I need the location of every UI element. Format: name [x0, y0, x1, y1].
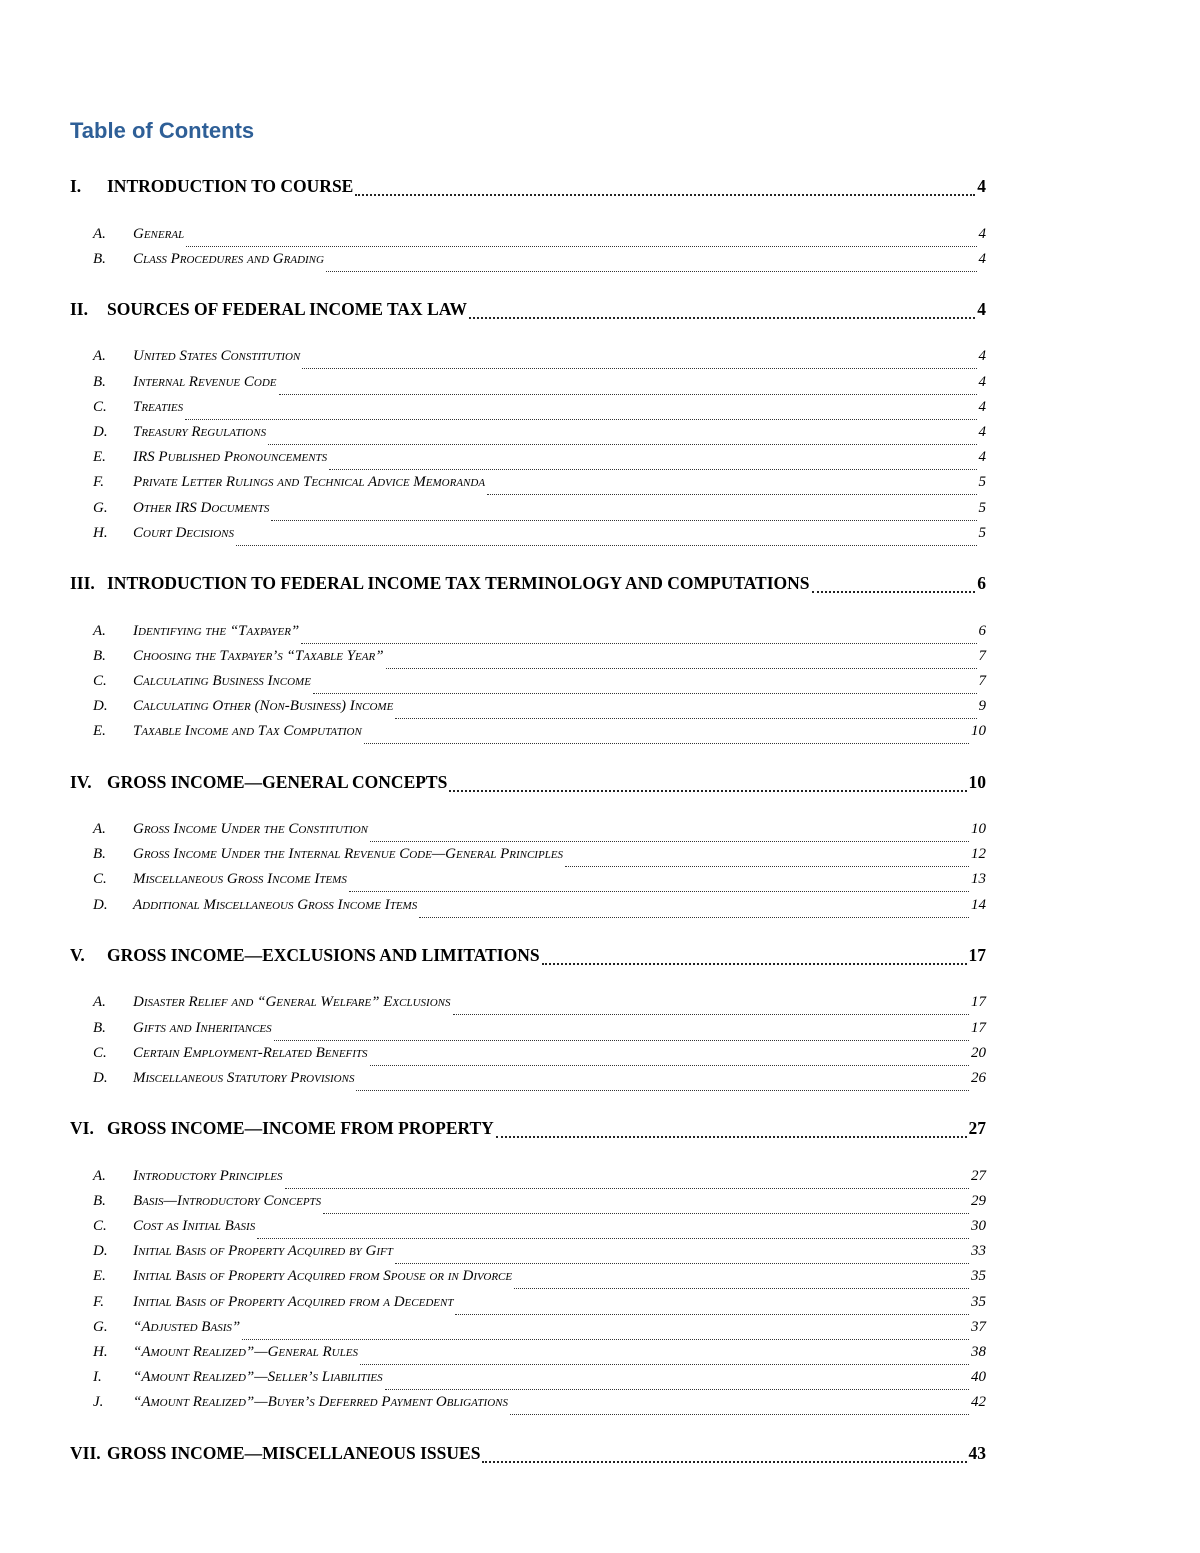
entry-page-number: 13 — [971, 871, 986, 888]
entry-number: D. — [93, 1069, 108, 1086]
toc-subentry[interactable] — [70, 698, 986, 724]
entry-number: E. — [93, 723, 106, 740]
toc-subentry[interactable] — [70, 1319, 986, 1345]
dot-leader — [323, 1213, 969, 1214]
entry-number: E. — [93, 449, 106, 466]
entry-number: C. — [93, 672, 107, 689]
entry-number: IV. — [70, 771, 92, 792]
dot-leader — [329, 469, 976, 470]
toc-subentry[interactable] — [70, 525, 986, 551]
entry-page-number: 9 — [978, 698, 986, 715]
entry-number: G. — [93, 499, 108, 516]
dot-leader — [271, 520, 976, 521]
entry-page-number: 30 — [971, 1218, 986, 1234]
toc-section-entry[interactable] — [70, 176, 986, 202]
dot-leader — [510, 1414, 969, 1415]
toc-subentry[interactable] — [70, 897, 986, 923]
toc-subentry[interactable] — [70, 648, 986, 674]
entry-number: A. — [93, 821, 106, 837]
entry-page-number: 4 — [978, 449, 986, 466]
entry-page-number: 4 — [978, 225, 986, 242]
entry-page-number: 5 — [978, 474, 986, 491]
entry-page-number: 17 — [968, 944, 986, 965]
entry-page-number: 14 — [971, 896, 986, 913]
dot-leader — [236, 545, 977, 546]
entry-label: Initial Basis of Property Acquired from Spouse or in Divorce — [133, 1268, 513, 1285]
entry-page-number: 35 — [971, 1293, 986, 1310]
dot-leader — [364, 743, 969, 744]
entry-number: B. — [93, 250, 106, 267]
toc-subentry[interactable] — [70, 374, 986, 400]
entry-label: Cost as Initial Basis — [133, 1218, 256, 1234]
entry-label: “Amount Realized”—Buyer’s Deferred Payment Obligations — [133, 1394, 508, 1411]
entry-page-number: 7 — [978, 647, 986, 664]
dot-leader — [449, 790, 966, 792]
entry-page-number: 26 — [971, 1069, 986, 1086]
toc-subentry[interactable] — [70, 1045, 986, 1071]
dot-leader — [285, 1188, 969, 1189]
entry-label: Internal Revenue Code — [133, 373, 277, 390]
dot-leader — [370, 1065, 969, 1066]
entry-number: H. — [93, 524, 108, 541]
toc-subentry[interactable] — [70, 424, 986, 450]
dot-leader — [542, 963, 967, 965]
dot-leader — [185, 419, 976, 420]
entry-page-number: 10 — [968, 771, 986, 792]
entry-label: INTRODUCTION TO COURSE — [107, 176, 354, 196]
entry-number: C. — [93, 871, 107, 888]
entry-label: Other IRS Documents — [133, 499, 270, 516]
entry-page-number: 27 — [971, 1167, 986, 1184]
entry-number: F. — [93, 1293, 104, 1310]
toc-subentry[interactable] — [70, 871, 986, 897]
entry-number: V. — [70, 944, 85, 965]
entry-label: Treasury Regulations — [133, 424, 267, 440]
dot-leader — [565, 866, 969, 867]
entry-page-number: 17 — [971, 994, 986, 1011]
entry-number: J. — [93, 1394, 104, 1411]
toc-subentry[interactable] — [70, 673, 986, 699]
dot-leader — [356, 1090, 969, 1091]
dot-leader — [326, 271, 977, 272]
entry-number: H. — [93, 1344, 108, 1360]
toc-subentry[interactable] — [70, 1020, 986, 1046]
dot-leader — [186, 246, 976, 247]
dot-leader — [812, 591, 976, 593]
entry-number: B. — [93, 373, 106, 390]
dot-leader — [360, 1364, 969, 1365]
entry-number: A. — [93, 348, 106, 365]
dot-leader — [455, 1314, 969, 1315]
entry-label: GROSS INCOME—MISCELLANEOUS ISSUES — [107, 1442, 481, 1463]
entry-page-number: 42 — [971, 1394, 986, 1411]
entry-label: GROSS INCOME—EXCLUSIONS AND LIMITATIONS — [107, 944, 540, 965]
entry-label: Private Letter Rulings and Technical Advice Memoranda — [133, 474, 486, 491]
dot-leader — [370, 841, 969, 842]
toc-subentry[interactable] — [70, 1344, 986, 1370]
toc-subentry[interactable] — [70, 623, 986, 649]
entry-number: II. — [70, 298, 88, 319]
entry-page-number: 20 — [971, 1044, 986, 1061]
dot-leader — [313, 693, 977, 694]
entry-number: A. — [93, 994, 106, 1011]
dot-leader — [514, 1288, 969, 1289]
entry-label: Basis—Introductory Concepts — [133, 1192, 322, 1209]
entry-label: Court Decisions — [133, 524, 234, 541]
entry-label: “Amount Realized”—Seller’s Liabilities — [133, 1369, 383, 1386]
toc-subentry[interactable] — [70, 474, 986, 500]
entry-page-number: 10 — [971, 821, 986, 837]
entry-number: C. — [93, 1044, 107, 1061]
entry-number: A. — [93, 1167, 106, 1184]
toc-subentry[interactable] — [70, 1243, 986, 1269]
entry-label: Class Procedures and Grading — [133, 250, 324, 267]
entry-number: D. — [93, 896, 108, 913]
entry-page-number: 35 — [971, 1268, 986, 1285]
dot-leader — [268, 444, 976, 445]
toc-subentry[interactable] — [70, 1268, 986, 1294]
entry-label: Taxable Income and Tax Computation — [133, 723, 362, 740]
entry-number: D. — [93, 424, 108, 440]
toc-section-entry[interactable] — [70, 1443, 986, 1469]
entry-page-number: 12 — [971, 846, 986, 863]
page-title: Table of Contents — [70, 118, 255, 143]
entry-number: VI. — [70, 1118, 94, 1139]
toc-subentry[interactable] — [70, 723, 986, 749]
entry-number: A. — [93, 622, 106, 639]
entry-page-number: 4 — [978, 398, 986, 415]
entry-number: F. — [93, 474, 104, 491]
toc-subentry[interactable] — [70, 399, 986, 425]
dot-leader — [301, 643, 976, 644]
dot-leader — [496, 1136, 967, 1138]
entry-page-number: 7 — [978, 672, 986, 689]
entry-label: Initial Basis of Property Acquired by Gift — [133, 1243, 393, 1260]
entry-page-number: 4 — [978, 424, 986, 440]
dot-leader — [349, 891, 969, 892]
toc-subentry[interactable] — [70, 251, 986, 277]
entry-label: “Amount Realized”—General Rules — [133, 1344, 358, 1360]
dot-leader — [482, 1461, 966, 1463]
entry-number: B. — [93, 647, 106, 664]
toc-section-entry[interactable] — [70, 772, 986, 798]
entry-number: B. — [93, 1192, 106, 1209]
entry-label: GROSS INCOME—INCOME FROM PROPERTY — [107, 1118, 494, 1139]
entry-page-number: 4 — [978, 373, 986, 390]
entry-label: Gross Income Under the Internal Revenue Code—General Principles — [133, 846, 564, 863]
entry-label: United States Constitution — [133, 348, 301, 365]
dot-leader — [453, 1014, 970, 1015]
toc-section-entry[interactable] — [70, 299, 986, 325]
entry-label: Identifying the “Taxpayer” — [133, 622, 300, 639]
entry-label: Introductory Principles — [133, 1167, 283, 1184]
entry-label: Gross Income Under the Constitution — [133, 821, 369, 837]
entry-number: B. — [93, 1019, 106, 1036]
toc-section-entry[interactable] — [70, 1118, 986, 1144]
entry-label: Calculating Other (Non-Business) Income — [133, 698, 394, 715]
entry-number: I. — [93, 1369, 102, 1386]
toc-subentry[interactable] — [70, 994, 986, 1020]
entry-number: A. — [93, 225, 106, 242]
toc-subentry[interactable] — [70, 1369, 986, 1395]
entry-number: D. — [93, 1243, 108, 1260]
entry-page-number: 37 — [971, 1318, 986, 1335]
entry-number: G. — [93, 1318, 108, 1335]
entry-page-number: 33 — [971, 1243, 986, 1260]
toc-subentry[interactable] — [70, 1193, 986, 1219]
entry-label: Miscellaneous Gross Income Items — [133, 871, 347, 888]
entry-label: Miscellaneous Statutory Provisions — [133, 1069, 355, 1086]
entry-label: INTRODUCTION TO FEDERAL INCOME TAX TERMINOLOGY AND COMPUTATIONS — [107, 573, 810, 593]
entry-page-number: 10 — [971, 723, 986, 740]
dot-leader — [395, 718, 976, 719]
entry-number: C. — [93, 1218, 107, 1234]
entry-page-number: 40 — [971, 1369, 986, 1386]
entry-page-number: 4 — [978, 250, 986, 267]
entry-page-number: 43 — [968, 1442, 986, 1463]
entry-number: I. — [70, 176, 82, 196]
dot-leader — [386, 668, 977, 669]
entry-label: “Adjusted Basis” — [133, 1318, 241, 1335]
dot-leader — [487, 494, 976, 495]
entry-label: Initial Basis of Property Acquired from a Decedent — [133, 1293, 454, 1310]
entry-number: E. — [93, 1268, 106, 1285]
toc-section-entry[interactable] — [70, 573, 986, 599]
entry-label: Choosing the Taxpayer’s “Taxable Year” — [133, 647, 384, 664]
entry-label: IRS Published Pronouncements — [133, 449, 328, 466]
entry-label: General — [133, 225, 185, 242]
entry-number: C. — [93, 398, 107, 415]
entry-page-number: 17 — [971, 1019, 986, 1036]
dot-leader — [302, 368, 976, 369]
dot-leader — [355, 194, 975, 196]
dot-leader — [385, 1389, 969, 1390]
toc-subentry[interactable] — [70, 449, 986, 475]
toc-subentry[interactable] — [70, 1218, 986, 1244]
entry-label: GROSS INCOME—GENERAL CONCEPTS — [107, 771, 448, 792]
toc-subentry[interactable] — [70, 500, 986, 526]
dot-leader — [419, 917, 969, 918]
dot-leader — [242, 1339, 969, 1340]
entry-page-number: 6 — [977, 573, 986, 593]
entry-number: III. — [70, 573, 95, 593]
entry-page-number: 4 — [977, 298, 986, 319]
entry-label: Additional Miscellaneous Gross Income Items — [133, 896, 418, 913]
toc-section-entry[interactable] — [70, 945, 986, 971]
entry-label: Treaties — [133, 398, 184, 415]
entry-number: D. — [93, 698, 108, 715]
toc-subentry[interactable] — [70, 226, 986, 252]
entry-number: VII. — [70, 1442, 101, 1463]
toc-subentry[interactable] — [70, 821, 986, 847]
dot-leader — [469, 317, 975, 319]
entry-label: Gifts and Inheritances — [133, 1019, 272, 1036]
entry-page-number: 27 — [968, 1118, 986, 1139]
entry-label: SOURCES OF FEDERAL INCOME TAX LAW — [107, 298, 467, 319]
toc-subentry[interactable] — [70, 1394, 986, 1420]
entry-page-number: 5 — [978, 499, 986, 516]
dot-leader — [279, 394, 977, 395]
entry-page-number: 29 — [971, 1192, 986, 1209]
toc-subentry[interactable] — [70, 846, 986, 872]
toc-subentry[interactable] — [70, 1070, 986, 1096]
toc-subentry[interactable] — [70, 348, 986, 374]
dot-leader — [395, 1263, 969, 1264]
dot-leader — [274, 1040, 969, 1041]
entry-label: Calculating Business Income — [133, 672, 311, 689]
entry-page-number: 4 — [977, 176, 986, 196]
entry-label: Certain Employment-Related Benefits — [133, 1044, 368, 1061]
dot-leader — [257, 1238, 969, 1239]
entry-page-number: 6 — [978, 622, 986, 639]
toc-subentry[interactable] — [70, 1294, 986, 1320]
entry-page-number: 38 — [971, 1344, 986, 1360]
toc-subentry[interactable] — [70, 1168, 986, 1194]
entry-page-number: 5 — [978, 524, 986, 541]
entry-page-number: 4 — [978, 348, 986, 365]
entry-label: Disaster Relief and “General Welfare” Exclusions — [133, 994, 451, 1011]
entry-number: B. — [93, 846, 106, 863]
